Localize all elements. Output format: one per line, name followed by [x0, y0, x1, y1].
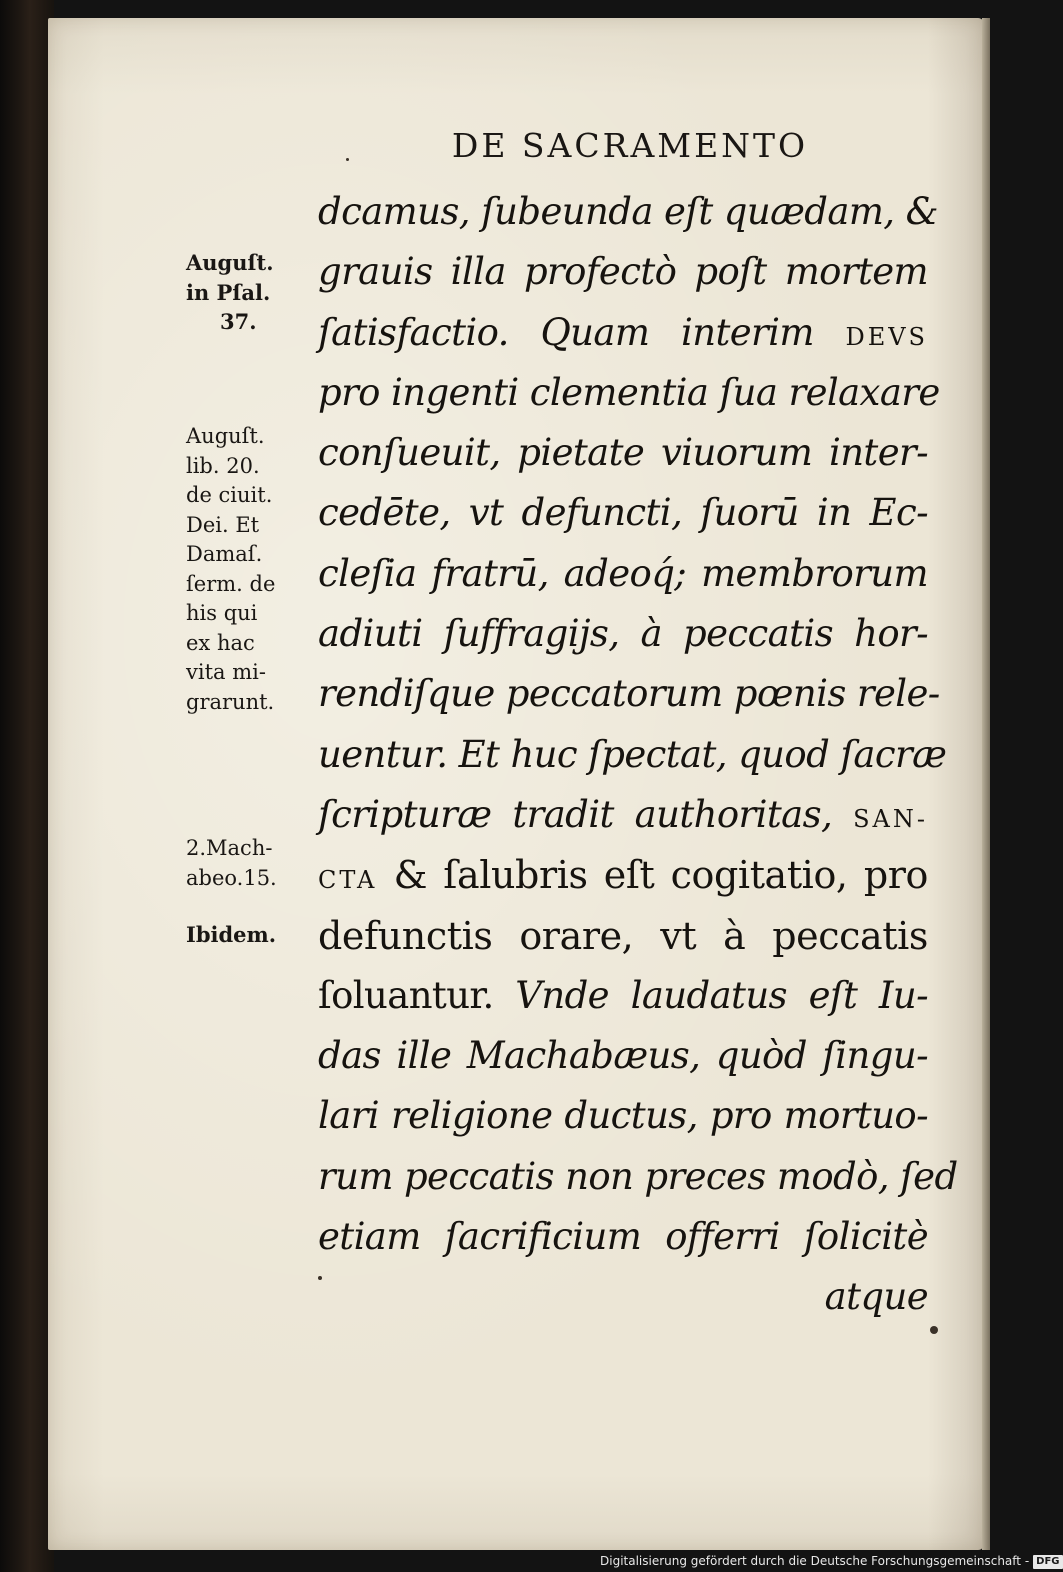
margin-note-line: lib. 20. [186, 453, 260, 478]
margin-note-line: de ciuit. [186, 483, 273, 507]
book-binding [0, 0, 54, 1572]
text-line-1: dcamus, ſubeunda eſt quædam, & [318, 190, 938, 233]
margin-note-line: his qui [186, 601, 258, 625]
text-line-6: cedēte, vt defuncti, ſuorū in Ec- [318, 491, 928, 535]
text-line-11-main: ſcripturæ tradit authoritas, [318, 792, 833, 836]
text-line-14-italic: Vnde laudatus eſt Iu- [515, 973, 928, 1017]
margin-note-line: ex hac [186, 630, 255, 655]
margin-note-line: ſerm. de [186, 571, 276, 596]
ink-speck [346, 158, 349, 161]
margin-note-line: in Pſal. [186, 279, 271, 305]
margin-notes [186, 0, 318, 1200]
footer-credit: Digitalisierung gefördert durch die Deutsche Forschungsgemeinschaft - [600, 1554, 1030, 1568]
ink-speck [930, 1326, 938, 1334]
text-line-14-roman: ſoluantur. [318, 973, 494, 1017]
margin-note-line: grarunt. [186, 689, 275, 714]
sancta-small-caps-2: CTA [318, 866, 378, 895]
text-line-2: grauis illa profectò poſt mortem [318, 250, 928, 294]
text-line-16: lari religione ductus, pro mortuo- [318, 1094, 928, 1138]
text-line-10: uentur. Et huc ſpectat, quod ſacræ [318, 732, 947, 776]
sancta-small-caps-1: SAN- [853, 804, 928, 833]
text-line-14 [318, 966, 928, 1026]
ink-speck [318, 1276, 322, 1280]
text-line-8: adiuti ſuffragijs, à peccatis hor- [318, 612, 928, 656]
margin-note-line: Dei. Et [186, 512, 260, 537]
text-line-4: pro ingenti clementia ſua relaxare [318, 370, 940, 414]
text-line-13: defunctis orare, vt à peccatis [318, 913, 928, 958]
text-line-12 [318, 845, 928, 905]
margin-note-line: Ibidem. [186, 922, 277, 947]
running-head: DE SACRAMENTO [451, 126, 809, 165]
margin-note-augustine-psalm [186, 248, 318, 337]
margin-note-line: abeo.15. [186, 865, 277, 890]
margin-note-line: Auguſt. [186, 424, 265, 448]
margin-note-machabees [186, 834, 318, 893]
deus-small-caps: DEVS [845, 322, 928, 351]
margin-note-line: Auguſt. [186, 250, 274, 275]
text-line-11 [318, 785, 928, 845]
text-line-12-main: & ſalubris eſt cogitatio, pro [393, 853, 928, 898]
text-line-18: etiam ſacrificium offerri ſolicitè [318, 1215, 928, 1259]
catchword: atque [824, 1275, 928, 1319]
margin-note-line: 2.Mach- [186, 836, 273, 860]
margin-note-line: 37. [220, 309, 257, 334]
margin-note-line: vita mi- [186, 660, 266, 684]
dfg-logo-icon: DFG [1033, 1555, 1062, 1569]
text-line-5: conſueuit, pietate viuorum inter- [318, 431, 928, 475]
page-edge [982, 18, 990, 1550]
text-line-9: rendiſque peccatorum pœnis rele- [318, 672, 940, 716]
margin-note-augustine-civitas [186, 422, 318, 717]
digitization-footer [600, 1550, 1060, 1572]
text-line-3 [318, 303, 928, 363]
body-text [318, 182, 958, 1328]
text-line-15: das ille Machabæus, quòd ſingu- [318, 1034, 928, 1078]
text-line-7: cleſia fratrū, adeoq́; membrorum [318, 551, 928, 595]
text-line-17: rum peccatis non preces modò, ſed [318, 1154, 958, 1198]
margin-note-ibidem [186, 920, 318, 950]
text-line-3-main: ſatisfactio. Quam interim [318, 310, 814, 354]
margin-note-line: Damaſ. [186, 542, 263, 566]
